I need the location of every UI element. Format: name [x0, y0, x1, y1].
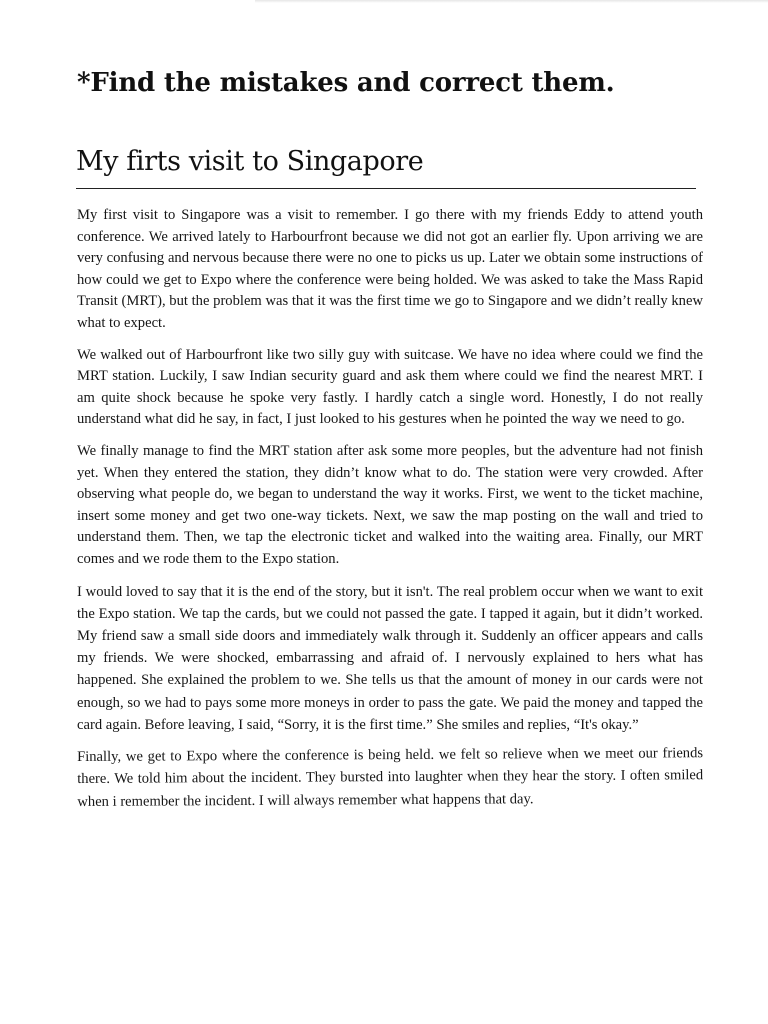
- story-paragraph-5: Finally, we get to Expo where the conference is being held. we felt so relieve when we meet our friends there. We told him about the incident. They bursted into laughter when they hear the story. I often smiled when i remember the incident. I will always remember what happens that day.: [77, 745, 704, 810]
- story-title: My firts visit to Singapore: [76, 146, 424, 177]
- story-paragraph-1: My first visit to Singapore was a visit to remember. I go there with my friends Eddy to attend youth conference. We arrived lately to Harbourfront because we did not got an earlier fly. Upon arriving we are very confusing and nervous because there were no one to picks us up. Later we obtain some instructions of how could we get to Expo where the conference were being holded. We was asked to take the Mass Rapid Transit (MRT), but the problem was that it was the first time we go to Singapore and we didn’t really knew what to expect.: [77, 207, 703, 331]
- story-body: [77, 205, 703, 823]
- page-edge-shadow: [255, 0, 768, 3]
- story-paragraph-3: We finally manage to find the MRT station after ask some more peoples, but the adventure had not finish yet. When they entered the station, they didn’t know what to do. The station were very crowded. After observing what people do, we began to understand the way it works. First, we went to the ticket machine, insert some money and get two one-way tickets. Next, we saw the map posting on the wall and tried to understand them. Then, we tap the electronic ticket and walked into the waiting area. Finally, our MRT comes and we rode them to the Expo station.: [77, 442, 703, 567]
- exercise-instruction: *Find the mistakes and correct them.: [77, 68, 615, 98]
- title-underline: [76, 188, 696, 189]
- story-paragraph-4: I would loved to say that it is the end of the story, but it isn't. The real problem occur when we want to exit the Expo station. We tap the cards, but we could not passed the gate. I tapped it again, but it didn’t worked. My friend saw a small side doors and immediately walk through it. Suddenly an officer appears and calls my friends. We were shocked, embarrassing and afraid of. I nervously explained to hers what has happened. She explained the problem to we. She tells us that the amount of money in our cards were not enough, so we had to pays some more moneys in order to pass the gate. We paid the money and tapped the card again. Before leaving, I said, “Sorry, it is the first time.” She smiles and replies, “It's okay.”: [77, 583, 703, 733]
- story-paragraph-2: We walked out of Harbourfront like two silly guy with suitcase. We have no idea where could we find the MRT station. Luckily, I saw Indian security guard and ask them where could we find the nearest MRT. I am quite shock because he spoke very fastly. I hardly catch a single word. Honestly, I do not really understand what did he say, in fact, I just looked to his gestures when he pointed the way we need to go.: [77, 346, 703, 428]
